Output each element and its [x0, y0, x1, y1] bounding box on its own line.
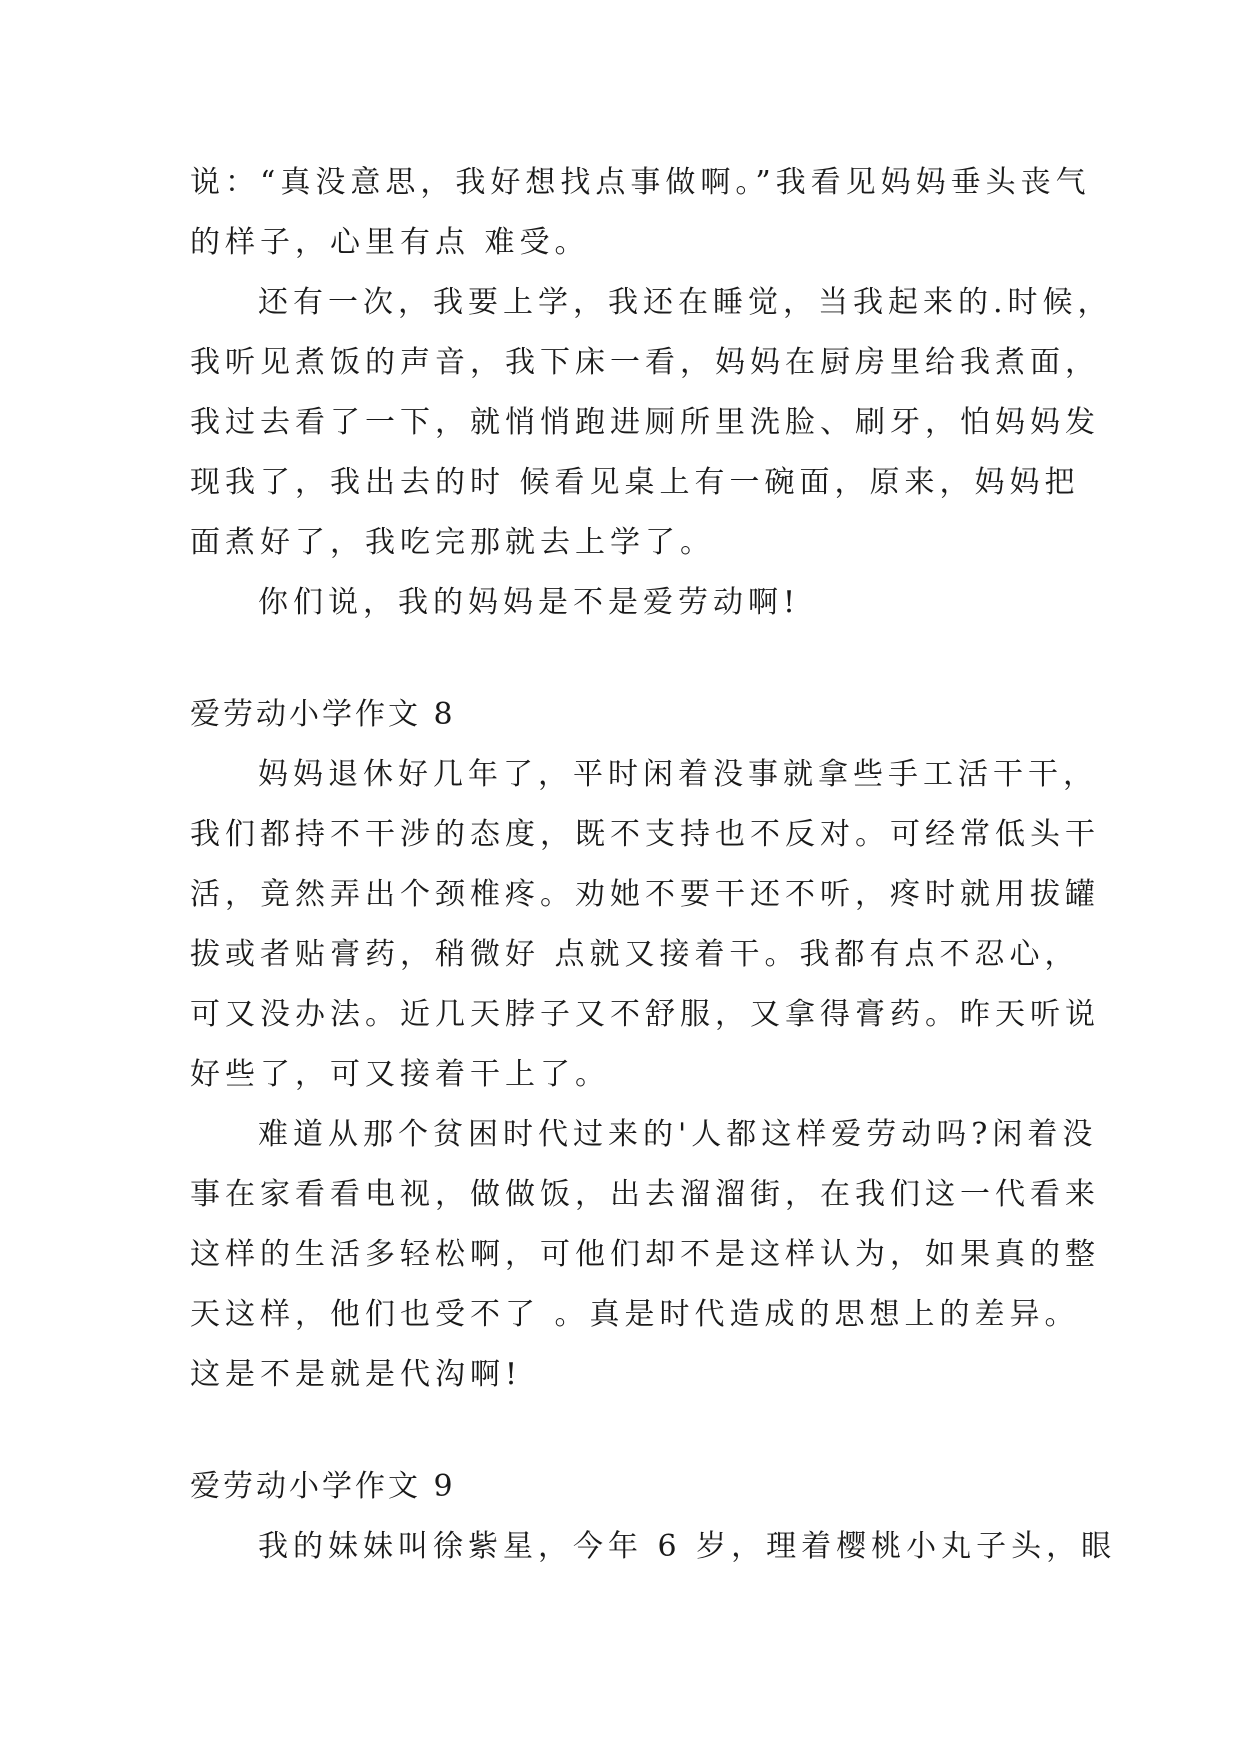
essay-9-title: 爱劳动小学作文 9 [190, 1469, 456, 1504]
text-line: 活，竟然弄出个颈椎疼。劝她不要干还不听，疼时就用拔罐 [190, 877, 1100, 912]
text-line: 面煮好了，我吃完那就去上学了。 [190, 525, 715, 560]
text-line: 我们都持不干涉的态度，既不支持也不反对。可经常低头干 [190, 817, 1100, 852]
text-line: 你们说，我的妈妈是不是爱劳动啊! [258, 585, 801, 620]
text-line: 难道从那个贫困时代过来的'人都这样爱劳动吗?闲着没 [258, 1117, 1098, 1152]
essay-8-title: 爱劳动小学作文 8 [190, 697, 456, 732]
text-line: 这样的生活多轻松啊，可他们却不是这样认为，如果真的整 [190, 1237, 1100, 1272]
text-line: 还有一次，我要上学，我还在睡觉，当我起来的.时候， [258, 285, 1113, 320]
text-line: 天这样，他们也受不了 。真是时代造成的思想上的差异。 [190, 1297, 1080, 1332]
text-line: 可又没办法。近几天脖子又不舒服，又拿得膏药。昨天听说 [190, 997, 1100, 1032]
text-line: 现我了，我出去的时 候看见桌上有一碗面，原来，妈妈把 [190, 465, 1080, 500]
text-line: 这是不是就是代沟啊! [190, 1357, 523, 1392]
text-line: 我听见煮饭的声音，我下床一看，妈妈在厨房里给我煮面， [190, 345, 1100, 380]
text-line: 的样子，心里有点 难受。 [190, 225, 590, 260]
text-line: 我过去看了一下，就悄悄跑进厕所里洗脸、刷牙，怕妈妈发 [190, 405, 1100, 440]
text-line: 妈妈退休好几年了，平时闲着没事就拿些手工活干干， [258, 757, 1098, 792]
text-line: 说：“真没意思，我好想找点事做啊。”我看见妈妈垂头丧气 [190, 165, 1091, 200]
text-line: 我的妹妹叫徐紫星，今年 6 岁，理着樱桃小丸子头，眼 [258, 1529, 1117, 1564]
text-line: 事在家看看电视，做做饭，出去溜溜街，在我们这一代看来 [190, 1177, 1100, 1212]
text-line: 拔或者贴膏药，稍微好 点就又接着干。我都有点不忍心， [190, 937, 1080, 972]
text-line: 好些了，可又接着干上了。 [190, 1057, 610, 1092]
